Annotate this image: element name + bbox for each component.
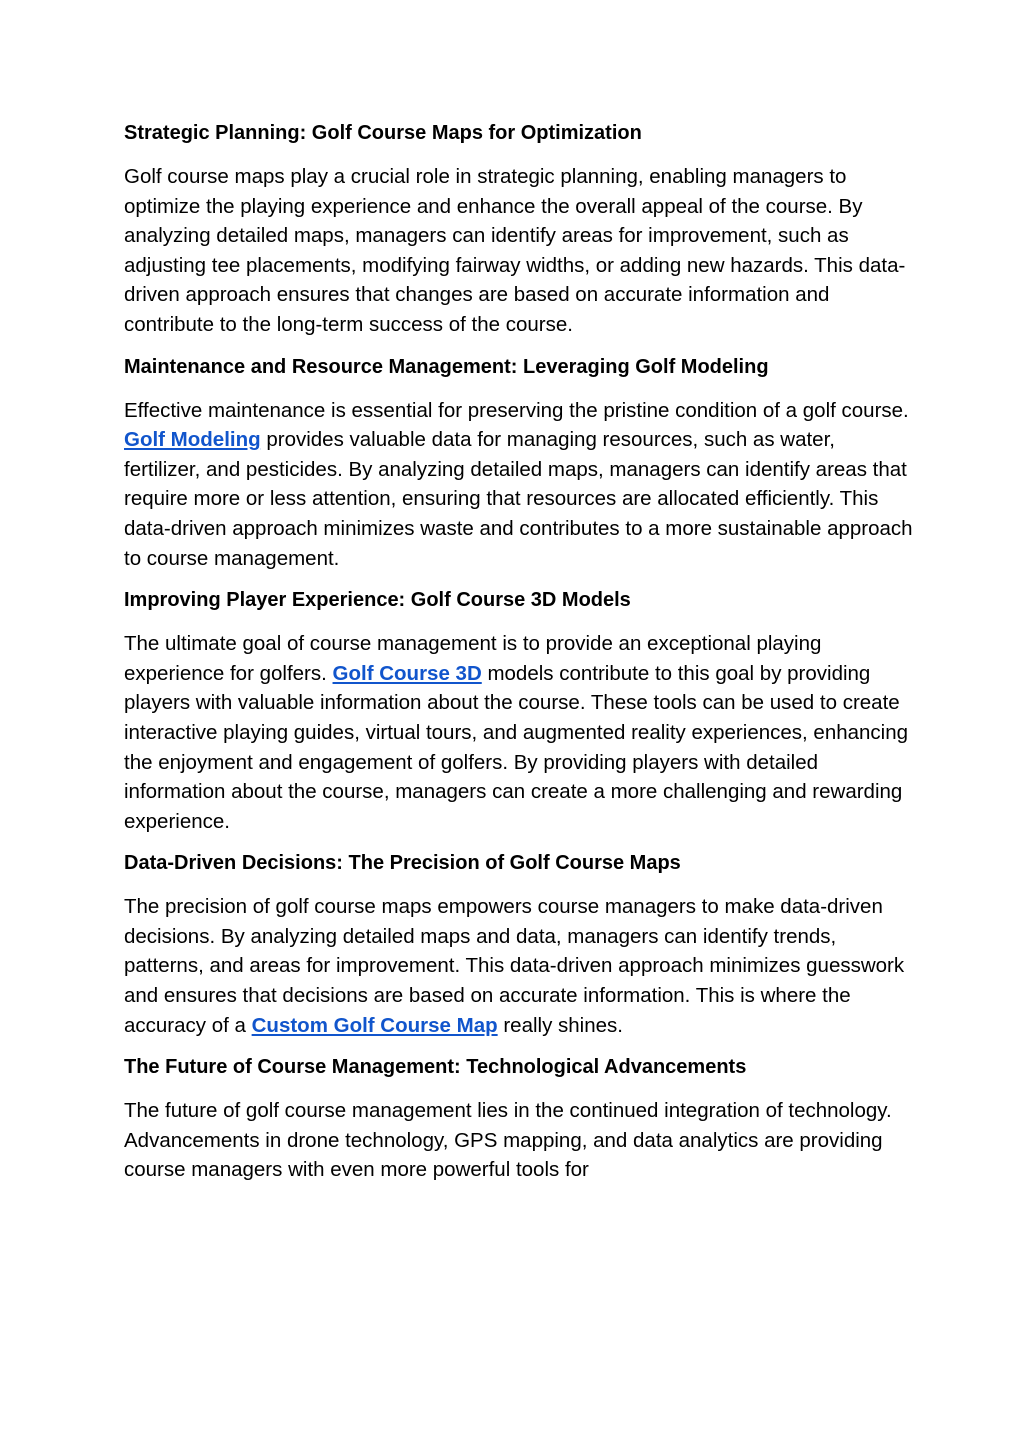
golf-course-3d-link[interactable]: Golf Course 3D: [332, 661, 482, 685]
section-heading-player-experience: Improving Player Experience: Golf Course 3D Models: [124, 589, 631, 612]
section-heading-data-driven: Data-Driven Decisions: The Precision of Golf Course Maps: [124, 852, 681, 875]
section-heading-maintenance: Maintenance and Resource Management: Leveraging Golf Modeling: [124, 355, 769, 378]
paragraph-text-before-link: Effective maintenance is essential for preserving the pristine condition of a golf course.: [124, 398, 909, 422]
section-paragraph-future: The future of golf course management lies in the continued integration of technology. Advancements in drone technology, GPS mapping, and data analytics are providing course managers with even more powerful tools for: [124, 1099, 892, 1182]
section-paragraph-maintenance: [124, 396, 914, 574]
section-heading-future: The Future of Course Management: Technological Advancements: [124, 1056, 747, 1079]
section-heading-strategic-planning: Strategic Planning: Golf Course Maps for Optimization: [124, 122, 642, 144]
document-page: [124, 118, 914, 1197]
golf-modeling-link[interactable]: Golf Modeling: [124, 428, 261, 452]
paragraph-text-before-link: The precision of golf course maps empowers course managers to make data-driven decisions. By analyzing detailed maps and data, managers can identify trends, patterns, and areas for improvement. This data-driven approach minimizes guesswork and ensures that decisions are based on accurate information. This is where the accuracy of a: [124, 895, 905, 1037]
section-paragraph-strategic-planning: Golf course maps play a crucial role in strategic planning, enabling managers to optimize the playing experience and enhance the overall appeal of the course. By analyzing detailed maps, managers can identify areas for improvement, such as adjusting tee placements, modifying fairway widths, or adding new hazards. This data-driven approach ensures that changes are based on accurate information and contribute to the long-term success of the course.: [124, 165, 906, 336]
custom-golf-course-map-link[interactable]: Custom Golf Course Map: [251, 1013, 498, 1037]
section-paragraph-data-driven: [124, 892, 914, 1040]
paragraph-text-before-link: The ultimate goal of course management is to provide an exceptional playing experience for golfers.: [124, 632, 822, 685]
paragraph-text-after-link: really shines.: [497, 1013, 623, 1037]
section-paragraph-player-experience: [124, 629, 914, 836]
paragraph-text-after-link: models contribute to this goal by providing players with valuable information about the course. These tools can be used to create interactive playing guides, virtual tours, and augmented reality experiences, enhancing the enjoyment and engagement of golfers. By providing players with detailed information about the course, managers can create a more challenging and rewarding experience.: [124, 661, 909, 833]
paragraph-text-after-link: provides valuable data for managing resources, such as water, fertilizer, and pesticides. By analyzing detailed maps, managers can identify areas that require more or less attention, ensuring that resources are allocated efficiently. This data-driven approach minimizes waste and contributes to a more sustainable approach to course management.: [124, 428, 913, 570]
